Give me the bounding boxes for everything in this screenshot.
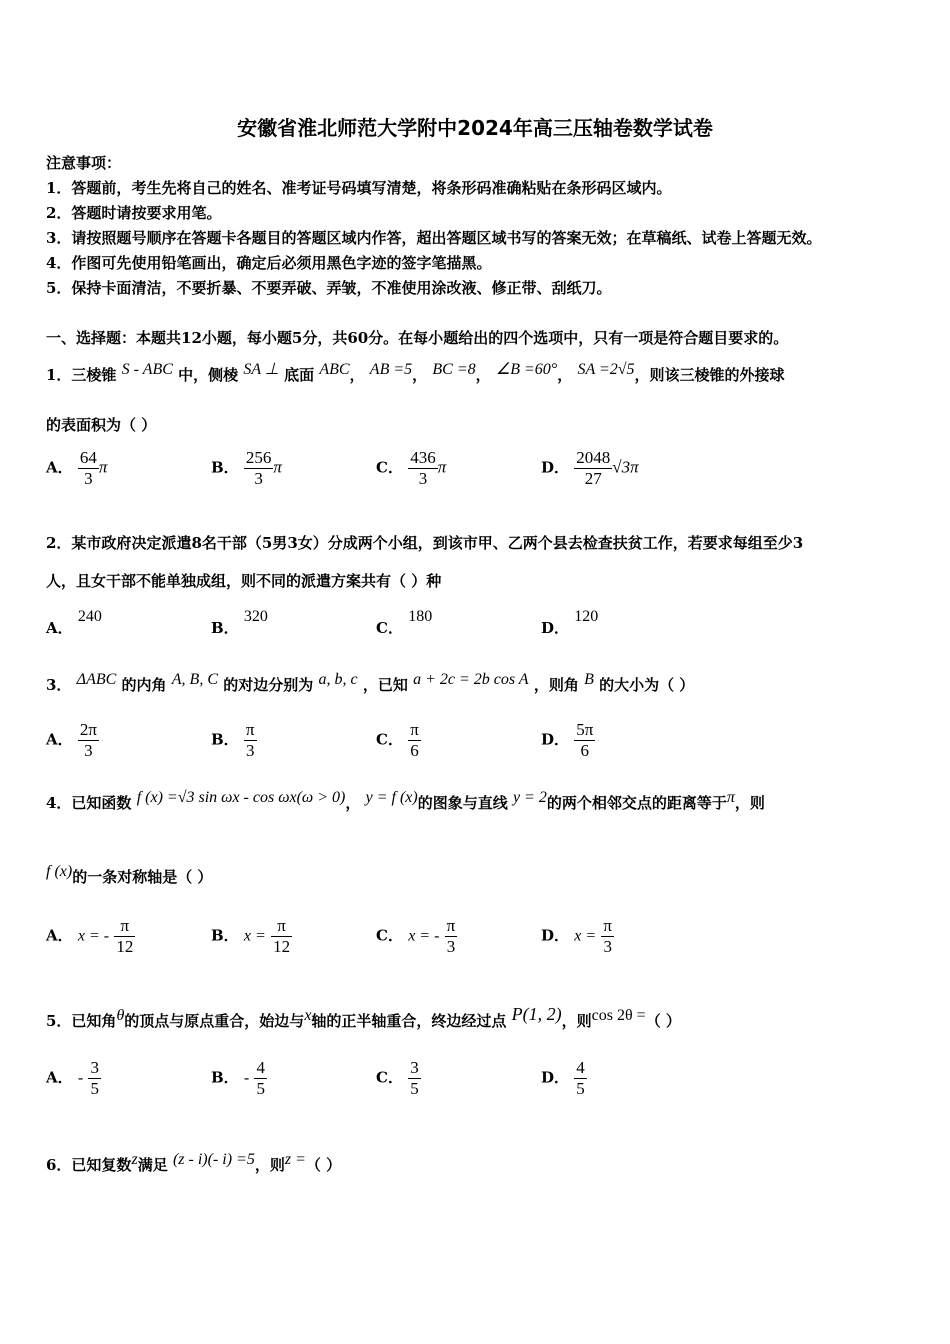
q1-math: ∠B =60° bbox=[495, 361, 558, 378]
q4-math: π bbox=[726, 789, 735, 806]
q6-text: ，则 bbox=[254, 1156, 285, 1174]
notice-heading: 注意事项： bbox=[46, 154, 122, 172]
sqrt3-pi-symbol: √3π bbox=[612, 457, 639, 477]
numerator: 436 bbox=[410, 448, 436, 467]
q5-option-a[interactable] bbox=[46, 1058, 101, 1099]
q1-option-a[interactable] bbox=[46, 448, 107, 489]
notice-item: 3．请按照题号顺序在答题卡各题目的答题区域内作答，超出答题区域书写的答案无效；在草稿纸、试卷上答题无效。 bbox=[46, 229, 822, 247]
q1-text: ，则该三棱锥的外接球 bbox=[634, 366, 785, 384]
q4-math: f (x) bbox=[46, 863, 73, 880]
option-label: C． bbox=[376, 1068, 403, 1087]
q5-math: θ bbox=[116, 1007, 125, 1024]
fraction bbox=[244, 720, 257, 761]
q4-math: f (x) =√3 sin ωx - cos ωx(ω > 0) bbox=[136, 789, 346, 806]
notice-item: 4．作图可先使用铅笔画出，确定后必须用黑色字迹的签字笔描黑。 bbox=[46, 254, 492, 272]
q1-math: BC =8 bbox=[432, 361, 476, 378]
q5-text: 轴的正半轴重合，终边经过点 bbox=[311, 1012, 507, 1030]
q2-option-b[interactable] bbox=[211, 608, 268, 638]
numerator: 3 bbox=[90, 1058, 99, 1077]
q1-option-c[interactable] bbox=[376, 448, 446, 489]
q6-math: (z - i)(- i) =5 bbox=[172, 1151, 255, 1168]
q3-option-a[interactable] bbox=[46, 720, 99, 761]
fraction bbox=[408, 448, 438, 489]
fraction bbox=[408, 720, 421, 761]
denominator: 27 bbox=[584, 469, 602, 488]
fraction bbox=[271, 916, 292, 957]
q3-text: 的内角 bbox=[121, 676, 167, 694]
q3-math: A, B, C bbox=[171, 671, 218, 688]
q6-text: （ ） bbox=[305, 1156, 342, 1174]
q3-text: 3． bbox=[46, 676, 72, 694]
q1-math: S - ABC bbox=[121, 361, 173, 378]
q4-text: ，则 bbox=[734, 794, 765, 812]
equation-lhs: x = bbox=[574, 927, 597, 945]
denominator: 3 bbox=[245, 741, 255, 760]
fraction bbox=[601, 916, 614, 957]
option-label: C． bbox=[376, 926, 403, 945]
q5-math: x bbox=[304, 1007, 312, 1024]
q5-text: ，则 bbox=[561, 1012, 592, 1030]
question-1 bbox=[46, 361, 785, 385]
q6-text: 满足 bbox=[137, 1156, 168, 1174]
question-5 bbox=[46, 1004, 681, 1031]
option-value: 120 bbox=[574, 608, 599, 625]
q2-option-a[interactable] bbox=[46, 608, 102, 638]
q3-math: ΔABC bbox=[76, 671, 117, 688]
denominator: 5 bbox=[410, 1079, 419, 1098]
minus-sign: - bbox=[77, 1069, 84, 1087]
numerator: 4 bbox=[576, 1058, 585, 1077]
q3-option-c[interactable] bbox=[376, 720, 421, 761]
section-heading: 一、选择题：本题共12小题，每小题5分，共60分。在每小题给出的四个选项中，只有一项是符合题目要求的。 bbox=[46, 329, 789, 347]
numerator: π bbox=[446, 916, 456, 935]
q5-text: （ ） bbox=[645, 1012, 681, 1030]
q3-math: a, b, c bbox=[318, 671, 358, 688]
q6-math: z bbox=[131, 1151, 138, 1168]
q1-text: ， bbox=[349, 366, 365, 384]
numerator: π bbox=[603, 916, 612, 935]
numerator: 256 bbox=[245, 448, 272, 467]
q1-text: ， bbox=[412, 366, 428, 384]
option-label: A． bbox=[46, 619, 73, 637]
q5-option-d[interactable] bbox=[541, 1058, 587, 1099]
q1-math: ABC bbox=[319, 361, 350, 378]
notice-item: 5．保持卡面清洁，不要折暴、不要弄破、弄皱，不准使用涂改液、修正带、刮纸刀。 bbox=[46, 279, 612, 297]
option-value: 180 bbox=[408, 608, 433, 625]
q4-option-a[interactable] bbox=[46, 916, 135, 957]
minus-sign: - bbox=[243, 1069, 250, 1087]
option-label: B． bbox=[211, 619, 239, 637]
fraction bbox=[88, 1058, 101, 1099]
q6-text: 6．已知复数 bbox=[46, 1156, 132, 1174]
fraction bbox=[78, 720, 99, 761]
q1-math: SA ⊥ bbox=[243, 361, 279, 378]
q4-text: 的两个相邻交点的距离等于 bbox=[546, 794, 727, 812]
question-1-line2: 的表面积为（ ） bbox=[46, 416, 157, 434]
option-label: A． bbox=[46, 730, 73, 749]
option-label: A． bbox=[46, 1068, 73, 1087]
q5-math: cos 2θ = bbox=[591, 1007, 646, 1024]
fraction bbox=[574, 720, 595, 761]
pi-symbol: π bbox=[273, 457, 282, 477]
denominator: 3 bbox=[84, 741, 93, 760]
option-label: C． bbox=[376, 730, 403, 749]
denominator: 12 bbox=[273, 937, 291, 956]
q5-text: 5．已知角 bbox=[46, 1012, 117, 1030]
q1-text: ， bbox=[475, 366, 491, 384]
q4-math: y = 2 bbox=[512, 789, 547, 806]
denominator: 3 bbox=[84, 469, 93, 488]
notice-item: 2．答题时请按要求用笔。 bbox=[46, 204, 222, 222]
equation-lhs: x = bbox=[243, 927, 266, 945]
option-label: C． bbox=[376, 458, 403, 477]
numerator: 2048 bbox=[576, 448, 611, 467]
fraction bbox=[114, 916, 135, 957]
numerator: π bbox=[245, 720, 255, 739]
q4-option-c[interactable] bbox=[376, 916, 457, 957]
q3-option-d[interactable] bbox=[541, 720, 595, 761]
q3-text: 的大小为（ ） bbox=[599, 676, 695, 694]
question-4-line2 bbox=[46, 863, 213, 887]
numerator: π bbox=[114, 916, 135, 937]
question-3 bbox=[46, 671, 695, 695]
fraction bbox=[574, 1058, 587, 1099]
fraction bbox=[78, 448, 99, 489]
q3-option-b[interactable] bbox=[211, 720, 257, 761]
notice-item: 1．答题前，考生先将自己的姓名、准考证号码填写清楚，将条形码准确粘贴在条形码区域内。 bbox=[46, 179, 672, 197]
option-label: A． bbox=[46, 458, 73, 477]
denominator: 6 bbox=[580, 741, 590, 760]
fraction bbox=[574, 448, 612, 489]
pi-symbol: π bbox=[437, 457, 447, 477]
q6-math: z = bbox=[284, 1151, 306, 1168]
q4-option-d[interactable] bbox=[541, 916, 614, 957]
q1-text: 底面 bbox=[284, 366, 315, 384]
q1-text: ， bbox=[557, 366, 573, 384]
q5-math: P(1, 2) bbox=[511, 1004, 562, 1024]
q4-text: 的一条对称轴是（ ） bbox=[72, 868, 213, 886]
denominator: 6 bbox=[410, 741, 419, 760]
option-label: D． bbox=[541, 619, 570, 637]
question-2: 2．某市政府决定派遣8名干部（5男3女）分成两个小组，到该市甲、乙两个县去检查扶贫工作，若要求每组至少3 bbox=[46, 534, 804, 552]
q3-text: ，则角 bbox=[533, 676, 579, 694]
denominator: 5 bbox=[90, 1079, 99, 1098]
denominator: 3 bbox=[446, 937, 456, 956]
q1-math: AB =5 bbox=[369, 361, 413, 378]
pi-symbol: π bbox=[98, 457, 108, 477]
denominator: 5 bbox=[576, 1079, 585, 1098]
numerator: 5π bbox=[576, 720, 594, 739]
option-label: B． bbox=[211, 730, 239, 749]
q3-text: 的对边分别为 bbox=[223, 676, 314, 694]
option-label: B． bbox=[211, 926, 239, 945]
option-label: A． bbox=[46, 926, 73, 945]
q3-math: B bbox=[584, 671, 594, 688]
q1-text: 中，侧棱 bbox=[178, 366, 239, 384]
option-label: B． bbox=[211, 458, 239, 477]
fraction bbox=[445, 916, 458, 957]
denominator: 12 bbox=[116, 937, 134, 956]
fraction bbox=[244, 448, 274, 489]
option-label: B． bbox=[211, 1068, 239, 1087]
numerator: 2π bbox=[79, 720, 97, 739]
denominator: 5 bbox=[256, 1079, 265, 1098]
fraction bbox=[254, 1058, 267, 1099]
q4-math: y = f (x) bbox=[365, 789, 418, 806]
option-label: D． bbox=[541, 1068, 570, 1087]
denominator: 3 bbox=[603, 937, 612, 956]
numerator: 3 bbox=[410, 1058, 419, 1077]
option-value: 320 bbox=[243, 608, 268, 625]
numerator: 64 bbox=[79, 448, 97, 467]
q1-math: SA =2√5 bbox=[577, 361, 635, 378]
q5-option-c[interactable] bbox=[376, 1058, 421, 1099]
numerator: π bbox=[271, 916, 292, 937]
option-label: D． bbox=[541, 926, 570, 945]
q2-option-c[interactable] bbox=[376, 608, 433, 638]
q3-math: a + 2c = 2b cos A bbox=[413, 671, 529, 688]
q5-text: 的顶点与原点重合，始边与 bbox=[124, 1012, 305, 1030]
equation-lhs: x = - bbox=[77, 927, 110, 945]
fraction bbox=[408, 1058, 421, 1099]
equation-lhs: x = - bbox=[408, 927, 440, 945]
question-4 bbox=[46, 789, 765, 813]
q1-option-d[interactable] bbox=[541, 448, 639, 489]
question-2-line2: 人，且女干部不能单独成组，则不同的派遣方案共有（ ）种 bbox=[46, 572, 442, 590]
option-label: D． bbox=[541, 458, 570, 477]
numerator: 4 bbox=[256, 1058, 265, 1077]
q4-text: 的图象与直线 bbox=[417, 794, 508, 812]
q4-text: 4．已知函数 bbox=[46, 794, 132, 812]
q2-option-d[interactable] bbox=[541, 608, 599, 638]
denominator: 3 bbox=[254, 469, 263, 488]
denominator: 3 bbox=[418, 469, 428, 488]
page-title: 安徽省淮北师范大学附中2024年高三压轴卷数学试卷 bbox=[237, 116, 713, 140]
question-6 bbox=[46, 1151, 342, 1175]
option-label: D． bbox=[541, 730, 570, 749]
q4-option-b[interactable] bbox=[211, 916, 292, 957]
q1-option-b[interactable] bbox=[211, 448, 282, 489]
q4-text: ， bbox=[345, 794, 361, 812]
q1-text: 1．三棱锥 bbox=[46, 366, 117, 384]
option-value: 240 bbox=[77, 608, 102, 625]
q5-option-b[interactable] bbox=[211, 1058, 267, 1099]
option-label: C． bbox=[376, 619, 403, 637]
q3-text: ，已知 bbox=[362, 676, 408, 694]
numerator: π bbox=[410, 720, 419, 739]
